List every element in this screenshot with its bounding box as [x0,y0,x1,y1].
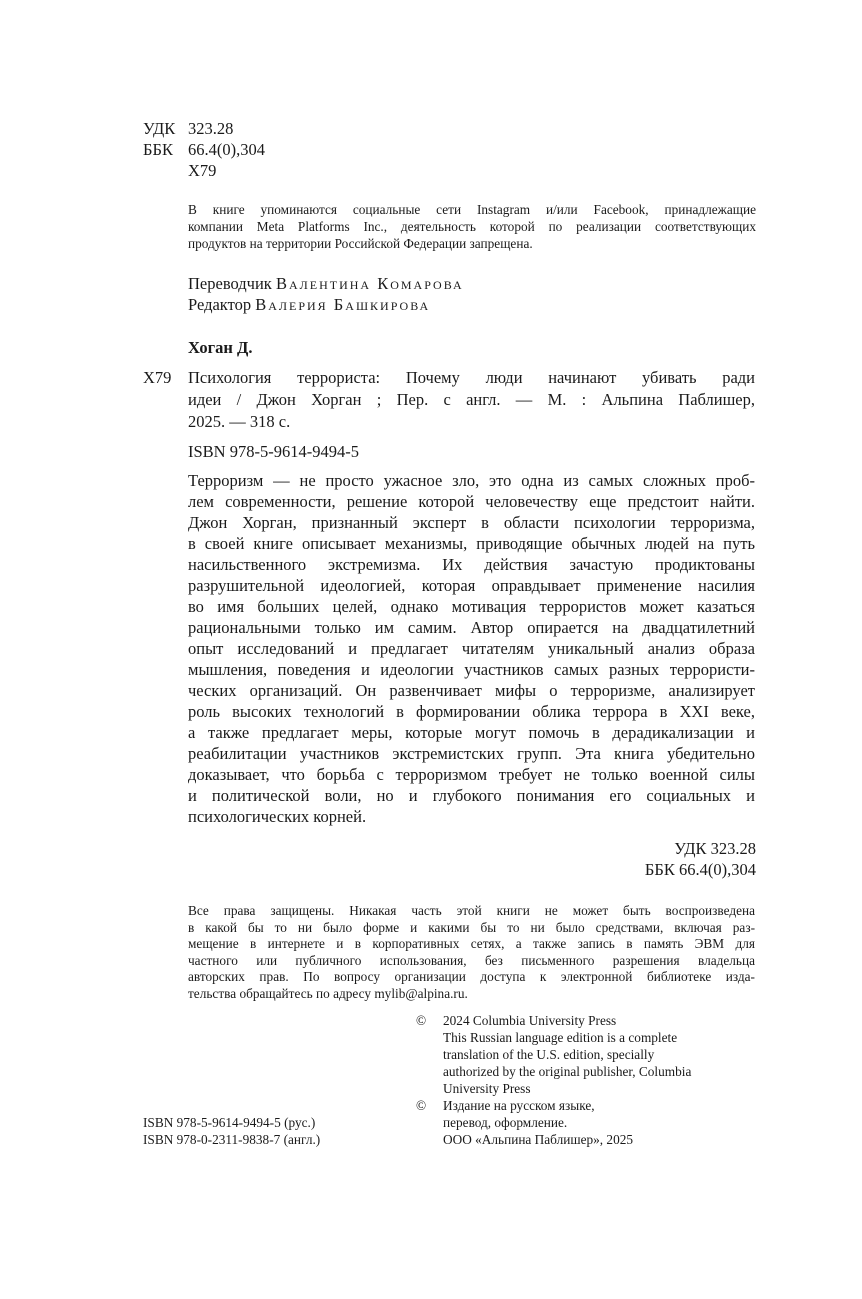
text-line: идеи / Джон Хорган ; Пер. с англ. — М. : Альпина Паблишер, [188,390,755,409]
udk-right: УДК 323.28 [674,839,756,858]
text-line: ческих организаций. Он развенчивает мифы о терроризме, анализирует [188,681,755,700]
text-line: перевод, оформление. [443,1115,568,1130]
text-line: лем современности, решение которой человечеству еще предстоит найти. [188,492,755,511]
editor-label: Редактор [188,295,252,314]
text-line: рациональными только им самим. Автор опирается на двадцатилетний [188,618,755,637]
isbn-eng: ISBN 978-0-2311-9838-7 (англ.) [143,1132,321,1147]
text-line: доказывает, что борьба с терроризмом требует не только военной силы [188,765,755,784]
text-line: насильственного экстремизма. Их действия зачастую продиктованы [188,555,755,574]
bbk-right: ББК 66.4(0),304 [644,860,756,879]
text-line: опыт исследований и предлагает читателям уникальный анализ образа [188,639,755,658]
editor-name: Валерия Башкирова [255,295,431,314]
text-line: В книге упоминаются социальные сети Instagram и/или Facebook, принадлежащие [188,202,756,217]
udk-label: УДК [143,119,176,138]
text-line: продуктов на территории Российской Федерации запрещена. [188,236,533,251]
text-line: 2024 Columbia University Press [443,1013,617,1028]
author-mark: Х79 [188,161,217,180]
text-line: разрушительной идеологией, которая оправдывает применение насилия [188,576,755,595]
bib-author: Хоган Д. [188,338,253,357]
editor-credit [188,294,430,315]
text-line: в какой бы то ни было форме и какими бы то ни было средствами, включая раз- [188,919,755,935]
text-line: Терроризм — не просто ужасное зло, это одна из самых сложных проб- [188,471,755,490]
text-line: University Press [443,1081,531,1096]
text-line: в своей книге описывает механизмы, приводящие обычных людей на путь [188,534,755,553]
text-line: и политической воли, но и глубокого понимания его социальных и [188,786,755,805]
text-line: компании Meta Platforms Inc., деятельность которой по реализации соответствующих [188,219,756,234]
bbk-label: ББК [143,140,173,159]
translator-name: Валентина Комарова [275,274,464,293]
text-line: authorized by the original publisher, Columbia [443,1064,692,1079]
bbk-value: 66.4(0),304 [188,140,265,159]
text-line: This Russian language edition is a complete [443,1030,678,1045]
text-line: 2025. — 318 с. [188,412,291,431]
text-line: translation of the U.S. edition, specially [443,1047,655,1062]
text-line: Все права защищены. Никакая часть этой книги не может быть воспроизведена [188,903,755,918]
copyright-symbol: © [416,1013,427,1028]
text-line: авторских прав. По вопросу организации доступа к электронной библиотеке изда- [188,969,755,985]
translator-credit [188,273,464,294]
text-line: тельства обращайтесь по адресу mylib@alpina.ru. [188,986,468,1001]
copyright-symbol: © [416,1098,427,1113]
bib-isbn: ISBN 978-5-9614-9494-5 [188,442,359,461]
text-line: Издание на русском языке, [443,1098,595,1113]
isbn-rus: ISBN 978-5-9614-9494-5 (рус.) [143,1115,316,1130]
translator-label: Переводчик [188,274,272,293]
udk-value: 323.28 [188,119,234,138]
text-line: частного или публичного использования, без письменного разрешения владельца [188,952,755,968]
bib-mark: Х79 [143,368,172,387]
text-line: реабилитации участников экстремистских групп. Эта книга убедительно [188,744,755,763]
text-line: Психология террориста: Почему люди начинают убивать ради [188,368,755,387]
text-line: во имя больших целей, однако мотивация террористов может казаться [188,597,755,616]
text-line: роль высоких технологий в формировании облика террора в XXI веке, [188,702,755,721]
text-line: мышления, поведения и идеологии участников самых разных террористи- [188,660,755,679]
text-line: мещение в интернете и в корпоративных сетях, а также запись в память ЭВМ для [188,936,755,952]
text-line: Джон Хорган, признанный эксперт в области психологии терроризма, [188,513,755,532]
text-line: а также предлагает меры, которые могут помочь в дерадикализации и [188,723,755,742]
text-line: психологических корней. [188,807,367,826]
text-line: ООО «Альпина Паблишер», 2025 [443,1132,634,1147]
